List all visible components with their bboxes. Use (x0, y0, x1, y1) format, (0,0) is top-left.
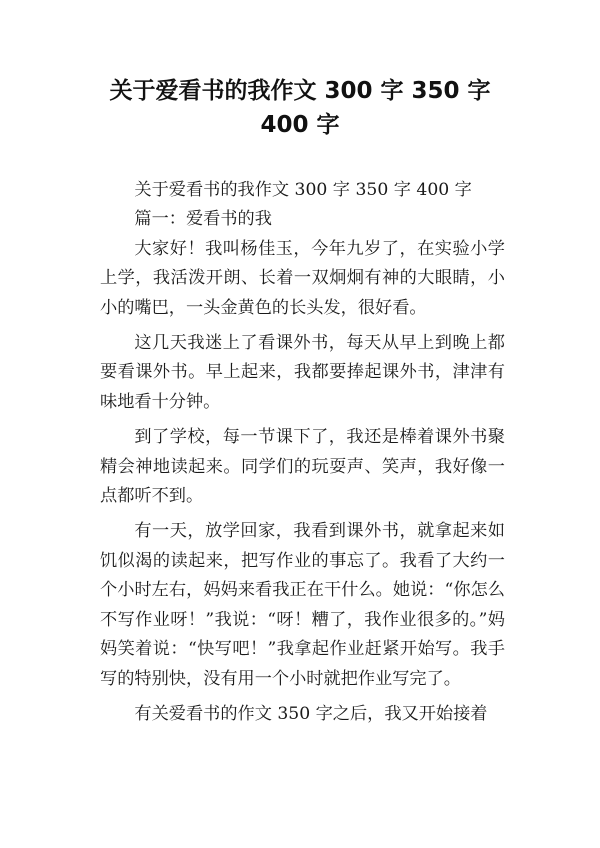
paragraph-subtitle: 关于爱看书的我作文 300 字 350 字 400 字 (134, 180, 472, 200)
paragraph: 到了学校，每一节课下了，我还是棒着课外书聚精会神地读起来。同学们的玩耍声、笑声，我好像一点都听不到。 (100, 427, 505, 507)
paragraph: 有一天，放学回家，我看到课外书，就拿起来如饥似渴的读起来，把写作业的事忘了。我看了大约一个小时左右，妈妈来看我正在干什么。她说：“你怎么不写作业呀！”我说：“呀！糟了，我作业很多的。”妈妈笑着说：“快写吧！”我拿起作业赶紧开始写。我手写的特别快，没有用一个小时就把作业写完了。 (100, 521, 505, 689)
paragraph: 有关爱看书的作文 350 字之后，我又开始接着 (134, 703, 488, 724)
paragraph-section-heading: 篇一：爱看书的我 (134, 209, 272, 230)
paragraph: 这几天我迷上了看课外书，每天从早上到晚上都要看课外书。早上起来，我都要捧起课外书，津津有味地看十分钟。 (100, 333, 505, 412)
document-body (100, 176, 505, 735)
title-line-2: 400 字 (260, 112, 340, 138)
paragraph: 大家好！我叫杨佳玉，今年九岁了，在实验小学上学，我活泼开朗、长着一双炯炯有神的大眼睛，小小的嘴巴，一头金黄色的长头发，很好看。 (100, 238, 505, 318)
title-line-1: 关于爱看书的我作文 300 字 350 字 (109, 78, 491, 104)
document-title (60, 74, 540, 142)
